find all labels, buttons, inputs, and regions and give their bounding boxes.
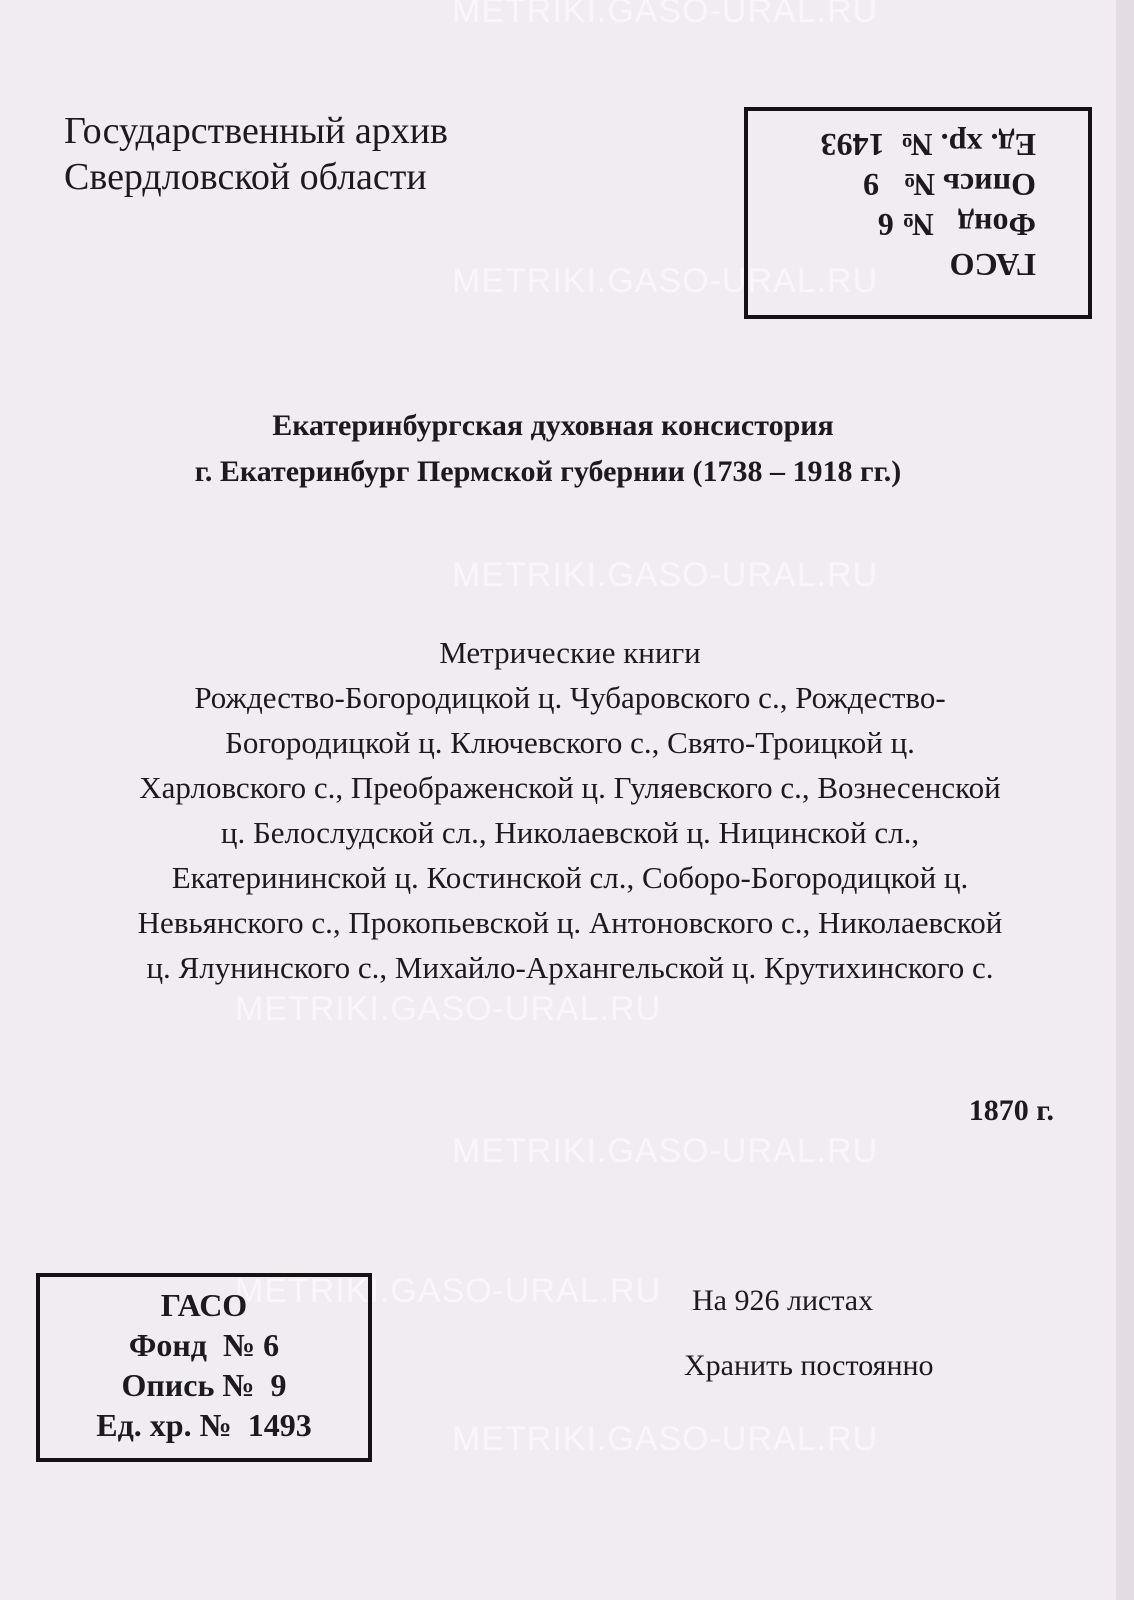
storage-note: Хранить постоянно: [684, 1349, 934, 1382]
archive-stamp: [36, 1273, 372, 1462]
metric-books-title: Метрические книги: [439, 635, 701, 670]
archive-name-line1: Государственный архив: [64, 110, 448, 152]
metric-books-line: ц. Белослудской сл., Николаевской ц. Ницинской сл.,: [220, 815, 920, 850]
archive-name-line2: Свердловской области: [64, 156, 427, 198]
metric-books-line: Невьянского с., Прокопьевской ц. Антоновского с., Николаевской: [137, 905, 1003, 940]
institution-line1: Екатеринбургская духовная консистория: [272, 409, 834, 442]
document-year: 1870 г.: [968, 1094, 1054, 1127]
institution-title: [0, 403, 1116, 495]
watermark: METRIKI.GASO-URAL.RU: [452, 0, 879, 30]
institution-line2: г. Екатеринбург Пермской губернии (1738 – 1918 гг.): [194, 455, 902, 488]
watermark: METRIKI.GASO-URAL.RU: [452, 1132, 879, 1170]
stamp-inventory: Опись № 9: [862, 167, 1036, 203]
watermark: METRIKI.GASO-URAL.RU: [452, 1420, 879, 1458]
stamp-fond: Фонд № 6: [128, 1327, 280, 1363]
archive-name: [64, 108, 448, 200]
page-edge: [1116, 0, 1134, 1600]
watermark: METRIKI.GASO-URAL.RU: [452, 262, 879, 300]
sheets-count: На 926 листах: [692, 1284, 874, 1317]
metric-books-line: Рождество-Богородицкой ц. Чубаровского с., Рождество-: [194, 680, 946, 715]
archive-stamp-inverted: [744, 107, 1092, 319]
watermark: METRIKI.GASO-URAL.RU: [235, 990, 662, 1028]
metric-books-line: Богородицкой ц. Ключевского с., Свято-Троицкой ц.: [225, 725, 915, 760]
stamp-fond: Фонд № 6: [877, 207, 1036, 243]
metric-books-line: ц. Ялунинского с., Михайло-Архангельской ц. Крутихинского с.: [146, 950, 994, 985]
metric-books-line: Екатерининской ц. Костинской сл., Соборо-Богородицкой ц.: [171, 860, 969, 895]
stamp-archive-code: ГАСО: [949, 247, 1036, 283]
stamp-inventory: Опись № 9: [121, 1367, 287, 1403]
stamp-storage-unit: Ед. хр. № 1493: [96, 1407, 312, 1443]
watermark: METRIKI.GASO-URAL.RU: [235, 1272, 662, 1310]
metric-books-description: [80, 630, 1060, 990]
metric-books-line: Харловского с., Преображенской ц. Гуляевского с., Вознесенской: [139, 770, 1001, 805]
watermark: METRIKI.GASO-URAL.RU: [452, 556, 879, 594]
stamp-storage-unit: Ед. хр. № 1493: [820, 127, 1036, 163]
stamp-archive-code: ГАСО: [160, 1287, 248, 1323]
